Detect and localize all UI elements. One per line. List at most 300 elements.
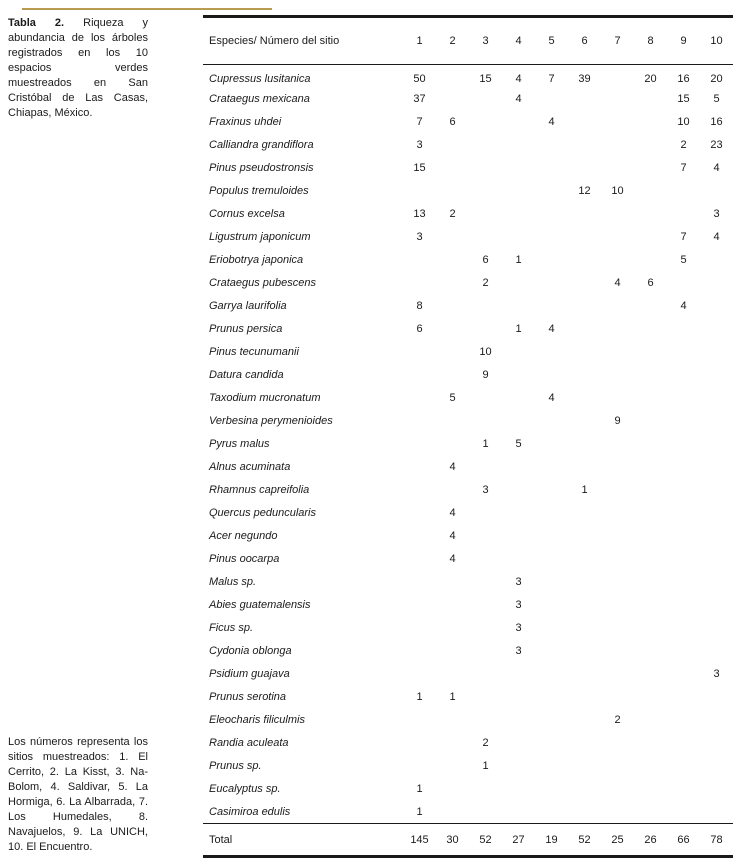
abundance-cell (502, 134, 535, 157)
abundance-cell (700, 640, 733, 663)
species-name: Prunus sp. (209, 760, 262, 772)
table-row (203, 88, 733, 111)
abundance-cell (436, 801, 469, 824)
abundance-cell (634, 111, 667, 134)
species-name: Calliandra grandiflora (209, 139, 314, 151)
abundance-cell (403, 755, 436, 778)
abundance-cell: 3 (713, 668, 720, 680)
abundance-cell: 3 (416, 231, 423, 243)
table-row (203, 111, 733, 134)
abundance-cell: 1 (482, 438, 489, 450)
abundance-cell (601, 249, 634, 272)
abundance-cell (535, 571, 568, 594)
abundance-cell: 23 (710, 139, 723, 151)
abundance-cell (601, 364, 634, 387)
abundance-cell (535, 640, 568, 663)
abundance-cell: 4 (449, 461, 456, 473)
abundance-cell (502, 755, 535, 778)
header-site-10: 10 (710, 35, 723, 47)
species-name: Datura candida (209, 369, 284, 381)
abundance-cell: 2 (482, 737, 489, 749)
abundance-cell: 7 (680, 162, 687, 174)
abundance-cell: 4 (449, 553, 456, 565)
abundance-cell (568, 594, 601, 617)
abundance-cell: 9 (482, 369, 489, 381)
abundance-cell (568, 364, 601, 387)
abundance-cell (601, 134, 634, 157)
species-table-container (203, 15, 733, 858)
abundance-cell (700, 249, 733, 272)
abundance-cell (502, 410, 535, 433)
total-value: 27 (512, 833, 525, 846)
abundance-cell (535, 663, 568, 686)
table-row (203, 318, 733, 341)
abundance-cell (436, 364, 469, 387)
abundance-cell: 1 (416, 783, 423, 795)
abundance-cell (403, 663, 436, 686)
abundance-cell: 2 (449, 208, 456, 220)
abundance-cell (535, 594, 568, 617)
abundance-cell (436, 65, 469, 88)
abundance-cell (601, 203, 634, 226)
abundance-cell (634, 709, 667, 732)
species-name: Abies guatemalensis (209, 599, 311, 611)
abundance-cell (634, 525, 667, 548)
abundance-cell (403, 387, 436, 410)
abundance-cell (502, 341, 535, 364)
abundance-cell (403, 594, 436, 617)
table-row (203, 709, 733, 732)
abundance-cell: 5 (713, 93, 720, 105)
abundance-cell: 1 (416, 691, 423, 703)
abundance-cell (502, 548, 535, 571)
abundance-cell: 10 (479, 346, 492, 358)
abundance-cell (535, 686, 568, 709)
abundance-cell: 7 (680, 231, 687, 243)
abundance-cell (601, 617, 634, 640)
abundance-cell (601, 341, 634, 364)
abundance-cell (535, 88, 568, 111)
abundance-cell (601, 111, 634, 134)
abundance-cell (667, 479, 700, 502)
abundance-cell (568, 709, 601, 732)
abundance-cell (436, 341, 469, 364)
abundance-cell (601, 778, 634, 801)
abundance-cell (634, 755, 667, 778)
species-name: Quercus peduncularis (209, 507, 317, 519)
table-caption (8, 16, 148, 121)
abundance-cell (436, 709, 469, 732)
abundance-cell (568, 111, 601, 134)
table-row (203, 134, 733, 157)
abundance-cell (700, 502, 733, 525)
abundance-cell (568, 617, 601, 640)
abundance-cell (568, 732, 601, 755)
species-name: Rhamnus capreifolia (209, 484, 310, 496)
abundance-cell: 10 (677, 116, 690, 128)
abundance-cell (469, 203, 502, 226)
abundance-cell (403, 640, 436, 663)
abundance-cell (700, 433, 733, 456)
abundance-cell (601, 157, 634, 180)
abundance-cell: 5 (515, 438, 522, 450)
table-row (203, 594, 733, 617)
abundance-cell: 3 (515, 645, 522, 657)
species-name: Pinus tecunumanii (209, 346, 299, 358)
abundance-cell (667, 617, 700, 640)
abundance-cell (700, 410, 733, 433)
abundance-cell: 39 (578, 73, 591, 86)
species-name: Ligustrum japonicum (209, 231, 311, 243)
species-name: Verbesina perymenioides (209, 415, 333, 427)
abundance-cell (502, 180, 535, 203)
species-name: Pyrus malus (209, 438, 270, 450)
abundance-cell: 20 (644, 73, 657, 86)
abundance-cell (469, 663, 502, 686)
abundance-cell (601, 686, 634, 709)
abundance-cell (634, 157, 667, 180)
abundance-cell (436, 640, 469, 663)
table-row (203, 364, 733, 387)
abundance-cell (700, 801, 733, 824)
abundance-cell (436, 180, 469, 203)
abundance-cell (634, 433, 667, 456)
header-site-5: 5 (548, 35, 555, 47)
abundance-cell: 3 (515, 599, 522, 611)
abundance-cell (601, 318, 634, 341)
table-row (203, 548, 733, 571)
species-name: Cupressus lusitanica (209, 73, 311, 86)
table-row (203, 203, 733, 226)
abundance-cell (436, 249, 469, 272)
abundance-cell (568, 663, 601, 686)
abundance-cell (601, 663, 634, 686)
abundance-cell (469, 456, 502, 479)
abundance-cell (469, 778, 502, 801)
species-name: Taxodium mucronatum (209, 392, 321, 404)
abundance-cell (634, 134, 667, 157)
abundance-cell: 4 (713, 162, 720, 174)
abundance-cell: 2 (482, 277, 489, 289)
abundance-cell (568, 341, 601, 364)
table-row (203, 755, 733, 778)
abundance-cell (403, 180, 436, 203)
abundance-cell (502, 525, 535, 548)
total-value: 66 (677, 833, 690, 846)
abundance-cell (634, 341, 667, 364)
abundance-cell (700, 318, 733, 341)
abundance-cell (436, 134, 469, 157)
abundance-cell (667, 272, 700, 295)
abundance-cell (403, 249, 436, 272)
abundance-cell: 3 (515, 622, 522, 634)
abundance-cell: 37 (413, 93, 426, 105)
abundance-cell (568, 387, 601, 410)
abundance-cell (469, 548, 502, 571)
table-header-row (203, 17, 733, 65)
abundance-cell (634, 318, 667, 341)
abundance-cell (535, 203, 568, 226)
abundance-cell (436, 433, 469, 456)
abundance-cell (403, 525, 436, 548)
abundance-cell: 4 (713, 231, 720, 243)
species-name: Prunus serotina (209, 691, 287, 703)
abundance-cell (700, 778, 733, 801)
abundance-cell (403, 341, 436, 364)
abundance-cell (601, 479, 634, 502)
abundance-cell (568, 88, 601, 111)
abundance-cell (469, 88, 502, 111)
abundance-cell (667, 364, 700, 387)
species-name: Eleocharis filiculmis (209, 714, 305, 726)
abundance-cell: 3 (416, 139, 423, 151)
abundance-cell (535, 617, 568, 640)
abundance-cell (700, 341, 733, 364)
abundance-cell (403, 709, 436, 732)
abundance-cell (667, 456, 700, 479)
species-name: Ficus sp. (209, 622, 254, 634)
abundance-cell (667, 410, 700, 433)
abundance-cell (700, 387, 733, 410)
abundance-cell (469, 387, 502, 410)
abundance-cell (601, 88, 634, 111)
header-site-4: 4 (515, 35, 522, 47)
abundance-cell (535, 295, 568, 318)
table-row (203, 410, 733, 433)
abundance-cell (502, 663, 535, 686)
abundance-cell (634, 203, 667, 226)
abundance-cell (700, 617, 733, 640)
abundance-cell: 4 (680, 300, 687, 312)
abundance-cell (601, 594, 634, 617)
abundance-cell (502, 479, 535, 502)
abundance-cell (568, 295, 601, 318)
abundance-cell (535, 272, 568, 295)
abundance-cell: 15 (677, 93, 690, 105)
abundance-cell: 20 (710, 73, 723, 86)
abundance-cell (568, 410, 601, 433)
abundance-cell (667, 571, 700, 594)
abundance-cell (436, 617, 469, 640)
abundance-cell (700, 456, 733, 479)
abundance-cell (436, 571, 469, 594)
abundance-cell (469, 594, 502, 617)
table-footnote: Los números representa los sitios muestreados: 1. El Cerrito, 2. La Kisst, 3. Na-Bolom, 4. Saldivar, 5. La Hormiga, 6. La Albarrada, 7. Los Humedales, 8. Navajuelos, 9. La UNICH, 10. El Encuentro. (8, 736, 148, 853)
abundance-cell (535, 525, 568, 548)
abundance-cell (436, 594, 469, 617)
abundance-cell (535, 778, 568, 801)
abundance-cell (601, 433, 634, 456)
abundance-cell (601, 640, 634, 663)
abundance-cell (634, 456, 667, 479)
abundance-cell (502, 778, 535, 801)
abundance-cell: 7 (416, 116, 423, 128)
abundance-cell (634, 663, 667, 686)
abundance-cell (403, 502, 436, 525)
abundance-cell (469, 709, 502, 732)
table-caption-text: Riqueza y abundancia de los árboles registrados en los 10 espacios verdes muestreados en San Cristóbal de Las Casas, Chiapas, México. (8, 17, 148, 119)
abundance-cell (535, 479, 568, 502)
abundance-cell (601, 801, 634, 824)
decorative-rule (22, 8, 272, 10)
table-row (203, 249, 733, 272)
species-name: Pinus oocarpa (209, 553, 280, 565)
abundance-cell: 4 (449, 507, 456, 519)
abundance-cell (700, 548, 733, 571)
abundance-cell: 10 (611, 185, 624, 197)
abundance-cell: 1 (515, 254, 522, 266)
abundance-cell (667, 433, 700, 456)
table-row (203, 801, 733, 824)
abundance-cell (436, 479, 469, 502)
species-name: Cornus excelsa (209, 208, 285, 220)
abundance-cell (568, 456, 601, 479)
abundance-cell (667, 801, 700, 824)
abundance-cell (535, 134, 568, 157)
abundance-cell (469, 318, 502, 341)
total-row (203, 824, 733, 857)
abundance-cell (634, 801, 667, 824)
abundance-cell (634, 617, 667, 640)
abundance-cell (667, 341, 700, 364)
abundance-cell (568, 571, 601, 594)
abundance-cell (436, 88, 469, 111)
species-name: Prunus persica (209, 323, 283, 335)
abundance-cell (535, 364, 568, 387)
abundance-cell (568, 157, 601, 180)
abundance-cell: 6 (482, 254, 489, 266)
abundance-cell (568, 801, 601, 824)
abundance-cell: 4 (449, 530, 456, 542)
abundance-cell: 4 (614, 277, 621, 289)
abundance-cell (436, 318, 469, 341)
abundance-cell (502, 157, 535, 180)
abundance-cell (601, 732, 634, 755)
table-row (203, 778, 733, 801)
abundance-cell (634, 594, 667, 617)
species-abundance-table (203, 15, 733, 858)
header-species-site: Especies/ Número del sitio (209, 35, 340, 47)
abundance-cell: 5 (449, 392, 456, 404)
abundance-cell (667, 755, 700, 778)
header-site-1: 1 (416, 35, 423, 47)
abundance-cell: 2 (680, 139, 687, 151)
abundance-cell (535, 755, 568, 778)
abundance-cell: 1 (581, 484, 588, 496)
abundance-cell (502, 203, 535, 226)
abundance-cell (502, 709, 535, 732)
table-row (203, 272, 733, 295)
total-value: 26 (644, 833, 657, 846)
abundance-cell (535, 249, 568, 272)
abundance-cell (535, 548, 568, 571)
abundance-cell (436, 755, 469, 778)
total-value: 30 (446, 833, 459, 846)
abundance-cell: 1 (416, 805, 423, 818)
abundance-cell (568, 525, 601, 548)
species-name: Garrya laurifolia (209, 300, 287, 312)
abundance-cell (667, 180, 700, 203)
abundance-cell (568, 640, 601, 663)
abundance-cell (436, 157, 469, 180)
abundance-cell (601, 65, 634, 88)
abundance-cell (634, 732, 667, 755)
table-row (203, 732, 733, 755)
abundance-cell (535, 709, 568, 732)
abundance-cell (667, 663, 700, 686)
species-name: Psidium guajava (209, 668, 290, 680)
header-site-7: 7 (614, 35, 621, 47)
abundance-cell (601, 387, 634, 410)
abundance-cell (469, 157, 502, 180)
abundance-cell (535, 801, 568, 824)
table-row (203, 686, 733, 709)
table-row (203, 640, 733, 663)
species-name: Alnus acuminata (209, 461, 291, 473)
total-value: 145 (410, 833, 429, 846)
abundance-cell (469, 502, 502, 525)
abundance-cell: 4 (548, 116, 555, 128)
abundance-cell (667, 732, 700, 755)
abundance-cell (535, 502, 568, 525)
species-name: Fraxinus uhdei (209, 116, 282, 128)
species-name: Populus tremuloides (209, 185, 309, 197)
abundance-cell (700, 272, 733, 295)
abundance-cell: 1 (515, 323, 522, 335)
abundance-cell (667, 594, 700, 617)
abundance-cell: 4 (515, 73, 522, 86)
abundance-cell (634, 410, 667, 433)
species-name: Eriobotrya japonica (209, 254, 304, 266)
abundance-cell (469, 640, 502, 663)
abundance-cell (634, 571, 667, 594)
abundance-cell (436, 226, 469, 249)
abundance-cell (568, 318, 601, 341)
abundance-cell (502, 387, 535, 410)
abundance-cell: 4 (548, 392, 555, 404)
abundance-cell (700, 525, 733, 548)
abundance-cell (502, 364, 535, 387)
species-name: Malus sp. (209, 576, 257, 588)
abundance-cell (469, 134, 502, 157)
total-value: 19 (545, 833, 558, 846)
abundance-cell (535, 157, 568, 180)
abundance-cell: 1 (449, 691, 456, 703)
abundance-cell (436, 272, 469, 295)
abundance-cell (502, 456, 535, 479)
abundance-cell (634, 640, 667, 663)
abundance-cell (568, 502, 601, 525)
abundance-cell (634, 180, 667, 203)
abundance-cell (469, 111, 502, 134)
abundance-cell (436, 732, 469, 755)
abundance-cell (403, 617, 436, 640)
abundance-cell (502, 801, 535, 824)
abundance-cell (634, 249, 667, 272)
abundance-cell (436, 410, 469, 433)
abundance-cell (403, 410, 436, 433)
abundance-cell (469, 686, 502, 709)
table-row (203, 525, 733, 548)
abundance-cell (634, 778, 667, 801)
total-value: 52 (578, 833, 591, 846)
abundance-cell (700, 709, 733, 732)
abundance-cell: 9 (614, 415, 621, 427)
table-row (203, 295, 733, 318)
abundance-cell (535, 732, 568, 755)
abundance-cell (601, 525, 634, 548)
abundance-cell (700, 364, 733, 387)
